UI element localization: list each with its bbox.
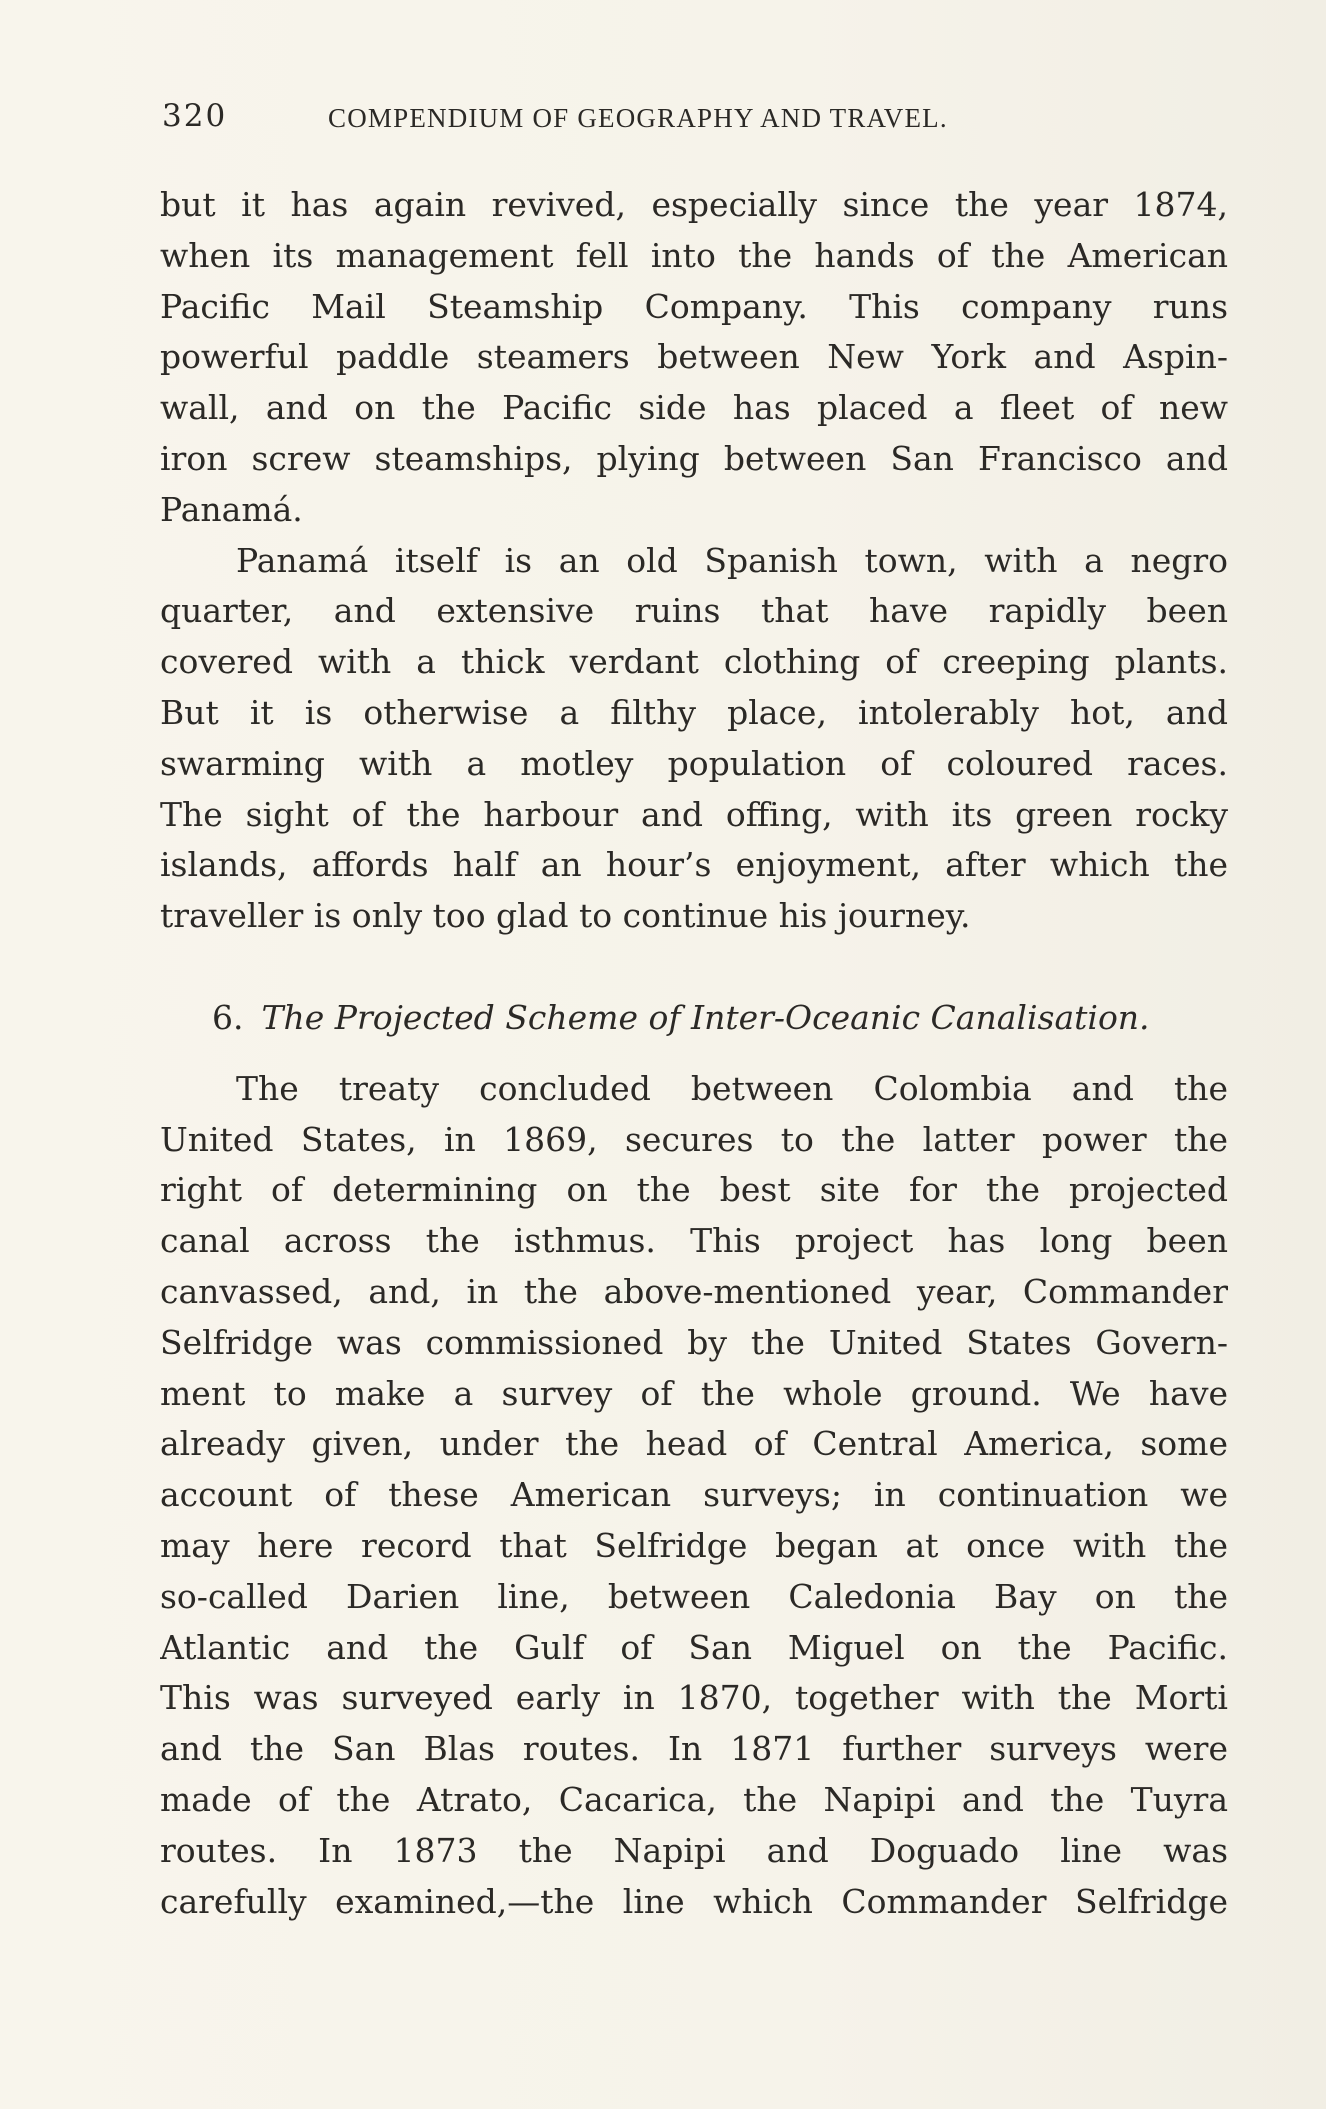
text-line: Pacific Mail Steamship Company. This company runs bbox=[160, 286, 1228, 326]
text-line: may here record that Selfridge began at once with the bbox=[160, 1525, 1228, 1565]
section-title: The Projected Scheme of Inter-Oceanic Canalisation. bbox=[261, 997, 1150, 1037]
text-line: made of the Atrato, Cacarica, the Napipi and the Tuyra bbox=[160, 1779, 1228, 1819]
text-line: Panamá. bbox=[160, 489, 303, 529]
text-line: powerful paddle steamers between New York and Aspin- bbox=[160, 337, 1228, 377]
text-line: covered with a thick verdant clothing of creeping plants. bbox=[160, 642, 1228, 682]
text-line: canal across the isthmus. This project has long been bbox=[160, 1221, 1228, 1261]
paragraph-canal-treaty bbox=[160, 1064, 1228, 1928]
text-line: wall, and on the Pacific side has placed a fleet of new bbox=[160, 388, 1228, 428]
page-number: 320 bbox=[162, 98, 228, 134]
text-line: but it has again revived, especially since the year 1874, bbox=[160, 185, 1228, 224]
text-line: Atlantic and the Gulf of San Miguel on the Pacific. bbox=[160, 1627, 1228, 1667]
text-line: Selfridge was commissioned by the United States Govern- bbox=[160, 1322, 1228, 1362]
text-line: account of these American surveys; in continuation we bbox=[160, 1475, 1228, 1515]
text-line: ment to make a survey of the whole ground. We have bbox=[160, 1373, 1228, 1413]
text-line: iron screw steamships, plying between San Francisco and bbox=[160, 438, 1228, 478]
text-line: already given, under the head of Central America, some bbox=[160, 1424, 1228, 1464]
text-line: islands, affords half an hour’s enjoyment, after which the bbox=[160, 845, 1228, 885]
text-line: right of determining on the best site for the projected bbox=[160, 1170, 1228, 1210]
text-line: quarter, and extensive ruins that have rapidly been bbox=[160, 591, 1228, 631]
text-line: United States, in 1869, secures to the latter power the bbox=[160, 1119, 1228, 1159]
body-text bbox=[160, 180, 1228, 1927]
text-line: when its management fell into the hands of the American bbox=[160, 235, 1228, 275]
text-line: swarming with a motley population of coloured races. bbox=[160, 743, 1228, 783]
page-header bbox=[162, 98, 1226, 138]
text-line: Panamá itself is an old Spanish town, with a negro bbox=[236, 540, 1228, 580]
section-number: 6. bbox=[212, 997, 244, 1037]
text-line: so-called Darien line, between Caledonia Bay on the bbox=[160, 1576, 1228, 1616]
paragraph-pacific-mail bbox=[160, 180, 1228, 536]
text-line: The sight of the harbour and offing, with its green rocky bbox=[160, 794, 1228, 834]
section-heading bbox=[160, 993, 1228, 1044]
running-title: COMPENDIUM OF GEOGRAPHY AND TRAVEL. bbox=[328, 103, 948, 133]
text-line: carefully examined,—the line which Commander Selfridge bbox=[160, 1881, 1228, 1921]
text-line: The treaty concluded between Colombia and the bbox=[236, 1068, 1228, 1108]
text-line: traveller is only too glad to continue his journey. bbox=[160, 896, 971, 936]
text-line: and the San Blas routes. In 1871 further surveys were bbox=[160, 1729, 1228, 1769]
text-line: This was surveyed early in 1870, together with the Morti bbox=[160, 1678, 1228, 1718]
paragraph-panama-town bbox=[160, 536, 1228, 942]
text-line: But it is otherwise a filthy place, intolerably hot, and bbox=[160, 692, 1228, 732]
text-line: canvassed, and, in the above-mentioned year, Commander bbox=[160, 1271, 1228, 1311]
text-line: routes. In 1873 the Napipi and Doguado line was bbox=[160, 1830, 1228, 1870]
